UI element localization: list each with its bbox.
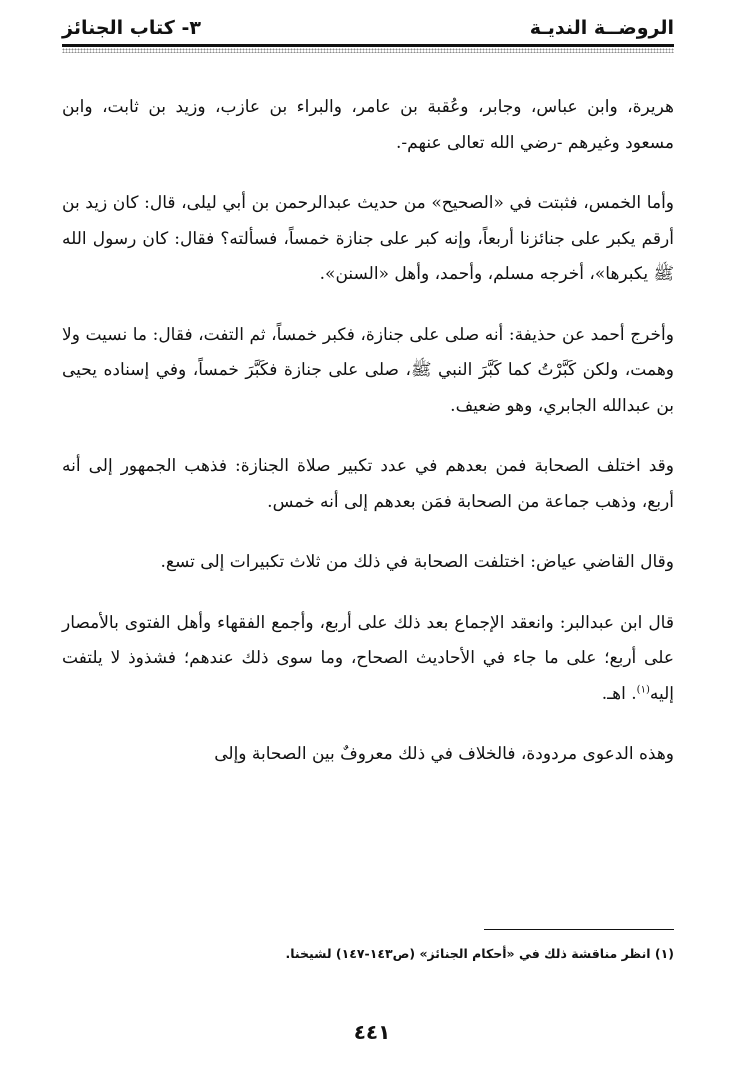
paragraph: وقال القاضي عياض: اختلفت الصحابة في ذلك من ثلاث تكبيرات إلى تسع. [160,552,674,572]
chapter-title: ٣- كتاب الجنائز [62,17,201,39]
header-rule [62,44,674,47]
paragraph: هريرة، وابن عباس، وجابر، وعُقبة بن عامر، والبراء بن عازب، وزيد بن ثابت، وابن مسعود وغيرهم -رضي الله تعالى عنهم-. [62,97,674,153]
paragraph-text: قال ابن عبدالبر: وانعقد الإجماع بعد ذلك على أربع، وأجمع الفقهاء وأهل الفتوى بالأمصار على أربع؛ على ما جاء في الأحاديث الصحاح، وما سوى ذلك عندهم؛ فشذوذ لا يلتفت إليه [62,612,674,704]
book-title: الروضــة النديـة [529,17,674,39]
paragraph: وقد اختلف الصحابة فمن بعدهم في عدد تكبير صلاة الجنازة: فذهب الجمهور إلى أنه أربع، وذهب جماعة من الصحابة فمَن بعدهم إلى أنه خمس. [62,456,674,512]
footnote: (١) انظر مناقشة ذلك في «أحكام الجنائز» (ص١٤٣-١٤٧) لشيخنا. [285,946,674,961]
paragraph: وأما الخمس، فثبتت في «الصحيح» من حديث عبدالرحمن بن أبي ليلى، قال: كان زيد بن أرقم يكبر على جنائزنا أربعاً، وإنه كبر على جنازة خمساً، فسألته؟ فقال: كان رسول الله ﷺ يكبرها»، أخرجه مسلم، وأحمد، وأهل «السنن». [62,193,674,284]
body-text [62,90,674,798]
footnote-separator [484,929,674,930]
paragraph-tail: . اهـ. [601,683,637,704]
running-header [62,16,674,40]
paragraph: وأخرج أحمد عن حذيفة: أنه صلى على جنازة، فكبر خمساً، ثم التفت، فقال: ما نسيت ولا وهمت، ولكن كَبَّرْتُ كما كَبَّرَ النبي ﷺ، صلى على جنازة فكَبَّرَ خمساً، وفي إسناده يحيى بن عبدالله الجابري، وهو ضعيف. [62,324,674,416]
header-dotted-rule [62,48,674,53]
paragraph: وهذه الدعوى مردودة، فالخلاف في ذلك معروفٌ بين الصحابة وإلى [214,744,674,764]
paragraph-with-footnote [62,606,674,713]
footnote-reference: (١) [636,683,650,695]
page-number: ٤٤١ [353,1020,391,1044]
